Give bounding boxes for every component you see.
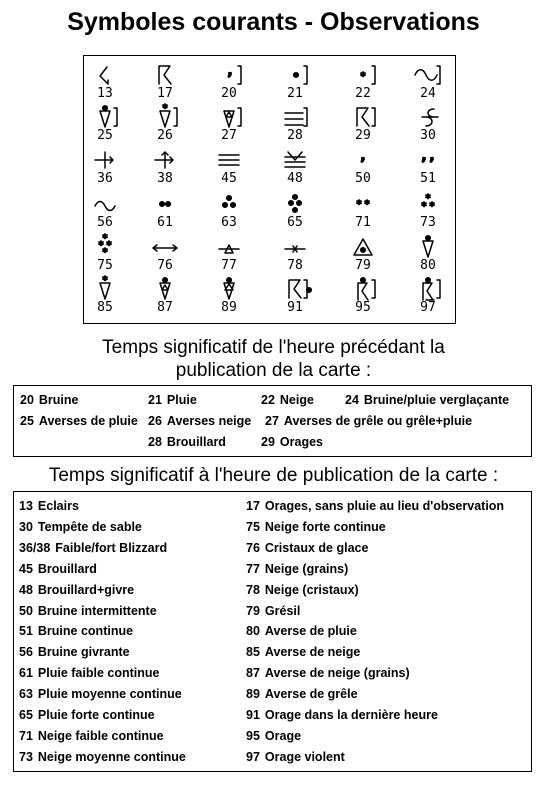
legend-item xyxy=(19,623,133,639)
symbol-number: 51 xyxy=(420,171,436,186)
svg-text:*: * xyxy=(363,199,371,210)
symbol-cell xyxy=(265,146,325,190)
legend-item xyxy=(148,434,226,450)
symbol-cell xyxy=(265,61,325,105)
symbol-cell xyxy=(398,190,458,234)
symbol-cell xyxy=(265,103,325,147)
svg-text:,: , xyxy=(421,149,427,164)
legend-item xyxy=(246,540,368,556)
symbol-number: 50 xyxy=(355,171,371,186)
symbol-number: 85 xyxy=(97,300,113,315)
symbol-cell xyxy=(199,275,259,319)
symbol-cell xyxy=(135,103,195,147)
legend-label: Averse de neige (grains) xyxy=(264,666,410,681)
symbol-cell xyxy=(333,61,393,105)
legend-code: 91 xyxy=(246,708,260,722)
legend-label: Neige (cristaux) xyxy=(264,582,359,597)
legend-item xyxy=(20,392,79,408)
legend-label: Tempête de sable xyxy=(37,519,142,534)
symbol-number: 17 xyxy=(157,86,173,101)
legend-item xyxy=(19,707,155,723)
legend-code: 28 xyxy=(148,435,162,449)
legend-code: 97 xyxy=(246,749,260,764)
legend-code: 73 xyxy=(19,749,33,764)
symbol-number: 87 xyxy=(157,300,173,315)
symbol-number: 63 xyxy=(221,215,237,230)
legend-label: Brouillard xyxy=(37,561,97,576)
legend-label: Orages xyxy=(279,435,323,449)
legend-code: 85 xyxy=(246,645,260,660)
symbol-cell xyxy=(398,103,458,147)
legend-label: Averse de pluie xyxy=(264,624,357,639)
legend-label: Grésil xyxy=(264,603,301,618)
legend-code: 71 xyxy=(19,728,33,743)
symbol-cell xyxy=(265,190,325,234)
symbol-number: 89 xyxy=(221,300,237,315)
symbol-cell xyxy=(199,233,259,277)
legend-item xyxy=(246,519,386,535)
legend-label: Bruine/pluie verglaçante xyxy=(363,393,510,407)
legend-code: 77 xyxy=(246,561,260,576)
symbol-cell xyxy=(333,146,393,190)
legend-label: Averse de grêle xyxy=(264,687,358,702)
legend-item xyxy=(246,561,348,577)
legend-item xyxy=(19,540,167,556)
legend-item xyxy=(246,728,301,744)
legend-code: 26 xyxy=(148,414,162,428)
symbol-number: 91 xyxy=(287,300,303,315)
legend-code: 78 xyxy=(246,582,260,597)
legend-label: Pluie forte continue xyxy=(37,708,155,722)
legend-label: Averses de grêle ou grêle+pluie xyxy=(283,414,473,428)
symbol-cell xyxy=(398,233,458,277)
legend-item xyxy=(246,665,410,681)
symbol-cell xyxy=(75,190,135,234)
page-title: Symboles courants - Observations xyxy=(67,8,480,36)
legend-item xyxy=(246,686,358,702)
legend-label: Neige moyenne continue xyxy=(37,749,186,764)
legend-code: 13 xyxy=(19,499,33,513)
section2-heading: Temps significatif à l'heure de publication de la carte : xyxy=(48,465,499,486)
legend-label: Pluie moyenne continue xyxy=(37,687,182,702)
legend-item xyxy=(19,498,79,514)
legend-label: Brouillard+givre xyxy=(37,582,135,597)
legend-code: 21 xyxy=(148,393,162,407)
symbol-cell xyxy=(333,233,393,277)
symbol-cell xyxy=(199,146,259,190)
legend-item xyxy=(20,413,138,429)
symbol-number: 80 xyxy=(420,258,436,273)
svg-text:,: , xyxy=(227,64,233,79)
svg-text:*: * xyxy=(101,275,109,286)
symbol-number: 75 xyxy=(97,258,113,273)
legend-label: Bruine continue xyxy=(37,624,134,639)
symbol-number: 78 xyxy=(287,258,303,273)
svg-text:*: * xyxy=(428,201,436,212)
symbol-number: 77 xyxy=(221,258,237,273)
symbol-cell xyxy=(75,103,135,147)
svg-text:*: * xyxy=(101,233,109,244)
symbol-number: 25 xyxy=(97,128,113,143)
symbol-cell xyxy=(135,61,195,105)
legend-item xyxy=(19,519,142,535)
legend-code: 61 xyxy=(19,666,33,681)
symbol-number: 26 xyxy=(157,128,173,143)
legend-code: 51 xyxy=(19,624,33,639)
svg-text:*: * xyxy=(101,247,109,258)
symbol-cell xyxy=(75,233,135,277)
symbol-cell xyxy=(199,103,259,147)
legend-code: 89 xyxy=(246,687,260,702)
symbol-cell xyxy=(199,190,259,234)
legend-item xyxy=(246,644,360,660)
symbol-cell xyxy=(75,61,135,105)
legend-item xyxy=(19,603,157,619)
legend-item xyxy=(19,686,182,702)
legend-code: 56 xyxy=(19,645,33,660)
legend-code: 95 xyxy=(246,728,260,743)
symbol-number: 79 xyxy=(355,258,371,273)
legend-item xyxy=(246,582,359,598)
symbol-number: 45 xyxy=(221,171,237,186)
legend-label: Neige faible continue xyxy=(37,728,164,743)
symbol-cell xyxy=(135,190,195,234)
legend-label: Pluie faible continue xyxy=(37,666,160,681)
legend-label: Orage violent xyxy=(264,749,345,764)
legend-code: 87 xyxy=(246,666,260,681)
legend-code: 22 xyxy=(261,393,275,407)
legend-label: Averses neige xyxy=(166,414,252,428)
svg-text:*: * xyxy=(355,199,363,210)
section1-legend-box xyxy=(13,385,532,457)
legend-code: 48 xyxy=(19,582,33,597)
symbol-number: 95 xyxy=(355,300,371,315)
legend-item xyxy=(345,392,509,408)
legend-item xyxy=(19,561,97,577)
legend-item xyxy=(246,603,300,619)
legend-code: 76 xyxy=(246,540,260,555)
symbol-number: 38 xyxy=(157,171,173,186)
symbol-cell xyxy=(398,61,458,105)
svg-text:*: * xyxy=(97,240,105,251)
legend-code: 75 xyxy=(246,519,260,534)
legend-label: Neige xyxy=(279,393,314,407)
symbol-number: 30 xyxy=(420,128,436,143)
legend-label: Bruine xyxy=(38,393,79,407)
symbol-cell xyxy=(265,233,325,277)
legend-label: Brouillard xyxy=(166,435,226,449)
symbol-cell xyxy=(398,275,458,319)
legend-item xyxy=(246,749,345,765)
legend-label: Averse de neige xyxy=(264,645,361,660)
symbol-cell xyxy=(135,275,195,319)
symbol-cell xyxy=(333,190,393,234)
symbol-cell xyxy=(333,275,393,319)
section1-heading-line2: publication de la carte : xyxy=(175,360,372,381)
legend-code: 50 xyxy=(19,603,33,618)
svg-text:,: , xyxy=(429,149,435,164)
symbol-number: 22 xyxy=(355,86,371,101)
symbol-number: 13 xyxy=(97,86,113,101)
symbol-grid xyxy=(83,55,456,324)
legend-item xyxy=(246,498,504,514)
symbol-number: 27 xyxy=(221,128,237,143)
section1-heading-line1: Temps significatif de l'heure précédant la xyxy=(102,337,445,358)
symbol-number: 48 xyxy=(287,171,303,186)
legend-label: Neige (grains) xyxy=(264,561,349,576)
legend-item xyxy=(261,392,314,408)
legend-code: 65 xyxy=(19,708,33,722)
legend-label: Pluie xyxy=(166,393,197,407)
svg-text:*: * xyxy=(161,103,169,114)
symbol-cell xyxy=(75,275,135,319)
legend-item xyxy=(246,707,438,723)
symbol-number: 20 xyxy=(221,86,237,101)
legend-item xyxy=(148,392,197,408)
symbol-number: 24 xyxy=(420,86,436,101)
legend-item xyxy=(19,582,134,598)
legend-code: 24 xyxy=(345,393,359,407)
svg-text:*: * xyxy=(105,240,113,251)
legend-label: Faible/fort Blizzard xyxy=(55,540,168,555)
symbol-number: 28 xyxy=(287,128,303,143)
legend-code: 30 xyxy=(19,519,33,534)
symbol-number: 21 xyxy=(287,86,303,101)
legend-code: 25 xyxy=(20,414,34,428)
legend-label: Bruine givrante xyxy=(37,645,130,660)
legend-code: 27 xyxy=(265,414,279,428)
legend-code: 79 xyxy=(246,603,260,618)
legend-code: 63 xyxy=(19,687,33,702)
symbol-number: 36 xyxy=(97,171,113,186)
legend-label: Cristaux de glace xyxy=(264,540,369,555)
symbol-cell xyxy=(135,233,195,277)
symbol-cell xyxy=(135,146,195,190)
legend-code: 20 xyxy=(20,393,34,407)
legend-item xyxy=(261,434,323,450)
symbol-cell xyxy=(75,146,135,190)
svg-text:*: * xyxy=(424,193,432,204)
svg-text:*: * xyxy=(420,201,428,212)
svg-text:*: * xyxy=(359,71,367,82)
symbol-cell xyxy=(265,275,325,319)
symbol-number: 56 xyxy=(97,215,113,230)
legend-code: 29 xyxy=(261,435,275,449)
symbol-number: 76 xyxy=(157,258,173,273)
legend-item xyxy=(19,728,164,744)
svg-text:,: , xyxy=(360,149,366,164)
legend-item xyxy=(19,644,130,660)
section2-legend-box xyxy=(13,491,532,772)
legend-label: Bruine intermittente xyxy=(37,603,157,618)
legend-label: Orage dans la dernière heure xyxy=(264,708,438,722)
legend-code: 45 xyxy=(19,561,33,576)
legend-item xyxy=(19,749,186,765)
legend-item xyxy=(148,413,251,429)
legend-item xyxy=(265,413,472,429)
symbol-number: 29 xyxy=(355,128,371,143)
legend-item xyxy=(246,623,357,639)
symbol-number: 71 xyxy=(355,215,371,230)
symbol-number: 73 xyxy=(420,215,436,230)
symbol-cell xyxy=(398,146,458,190)
legend-item xyxy=(19,665,159,681)
legend-code: 17 xyxy=(246,499,260,513)
legend-code: 80 xyxy=(246,624,260,639)
symbol-cell xyxy=(333,103,393,147)
symbol-cell xyxy=(199,61,259,105)
legend-code: 36/38 xyxy=(19,540,51,555)
symbol-number: 65 xyxy=(287,215,303,230)
legend-label: Orages, sans pluie au lieu d'observation xyxy=(264,499,505,513)
legend-label: Orage xyxy=(264,728,302,743)
symbol-number: 97 xyxy=(420,300,436,315)
legend-label: Eclairs xyxy=(37,499,79,513)
legend-label: Neige forte continue xyxy=(264,519,386,534)
symbol-number: 61 xyxy=(157,215,173,230)
legend-label: Averses de pluie xyxy=(38,414,138,428)
